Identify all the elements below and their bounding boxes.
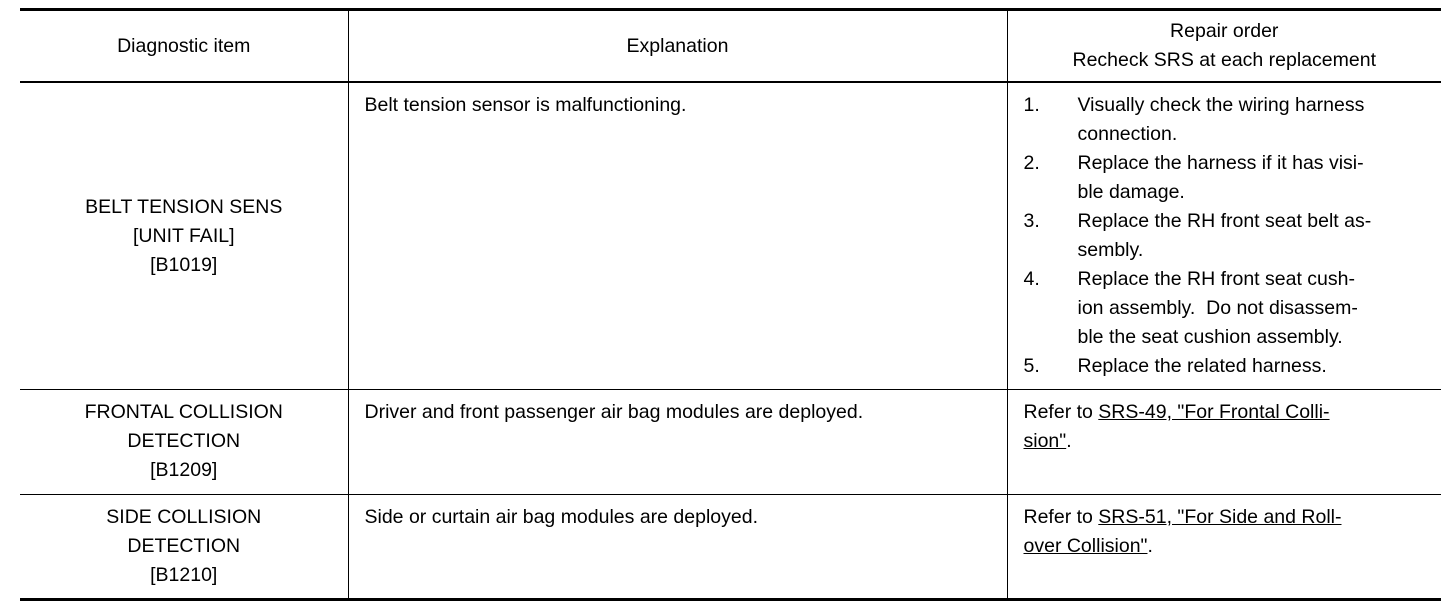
header-repair-order-title: Repair order [1170,20,1279,42]
header-diagnostic-item-label: Diagnostic item [117,34,251,57]
header-repair-order [1007,10,1441,83]
repair-step: 1. Visually check the wiring harness connection. [1024,91,1428,149]
srs-51-link-continued[interactable]: over Collision" [1023,535,1148,557]
explanation-cell [348,82,1007,390]
diagnostic-item-code: [B1019] [150,253,218,276]
repair-step-number: 2. [1023,152,1040,174]
diagnostic-item-name: SIDE COLLISION [106,506,262,528]
diagnostic-table [20,8,1441,601]
table-row [20,495,1441,600]
explanation-cell [348,390,1007,495]
srs-49-link[interactable]: SRS-49, "For Frontal Colli- [1098,401,1330,423]
repair-step-number: 5. [1023,355,1040,377]
repair-order-cell [1007,82,1441,390]
srs-51-link[interactable]: SRS-51, "For Side and Roll- [1098,506,1342,528]
diagnostic-item-name: FRONTAL COLLISION [84,401,283,423]
diagnostic-item-detail: DETECTION [127,430,241,452]
diagnostic-item-code: [B1209] [150,459,218,481]
table-row [20,390,1441,495]
repair-step-number: 3. [1023,210,1040,232]
repair-order-cell: Refer to SRS-51, "For Side and Roll- over Collision". [1007,495,1441,600]
header-explanation [348,10,1007,83]
diagnostic-item-cell [20,390,348,495]
diagnostic-item-code: [B1210] [150,564,218,586]
header-explanation-label: Explanation [626,34,729,57]
repair-order-cell: Refer to SRS-49, "For Frontal Colli- sion". [1007,390,1441,495]
diagnostic-item-status: [UNIT FAIL] [133,224,235,247]
diagnostic-item-cell [20,82,348,390]
explanation-text: Belt tension sensor is malfunctioning. [364,94,687,116]
srs-49-link-continued[interactable]: sion" [1023,430,1067,452]
repair-step-number: 4. [1023,268,1040,290]
repair-steps-list [1024,91,1428,381]
header-repair-order-note: Recheck SRS at each replacement [1072,49,1376,71]
diagnostic-item-name: BELT TENSION SENS [85,195,283,218]
repair-step: 2. Replace the harness if it has visi- ble damage. [1024,149,1428,207]
table-row [20,82,1441,390]
repair-step-number: 1. [1023,94,1040,116]
explanation-cell [348,495,1007,600]
explanation-text: Side or curtain air bag modules are deployed. [364,506,758,528]
repair-step: 5. Replace the related harness. [1024,352,1428,381]
explanation-text: Driver and front passenger air bag modules are deployed. [364,401,864,423]
header-row [20,10,1441,83]
repair-step: 4. Replace the RH front seat cush- ion assembly. Do not disassem- ble the seat cushion assembly. [1024,265,1428,352]
diagnostic-item-cell [20,495,348,600]
repair-step: 3. Replace the RH front seat belt as- sembly. [1024,207,1428,265]
header-diagnostic-item [20,10,348,83]
diagnostic-item-detail: DETECTION [127,535,241,557]
